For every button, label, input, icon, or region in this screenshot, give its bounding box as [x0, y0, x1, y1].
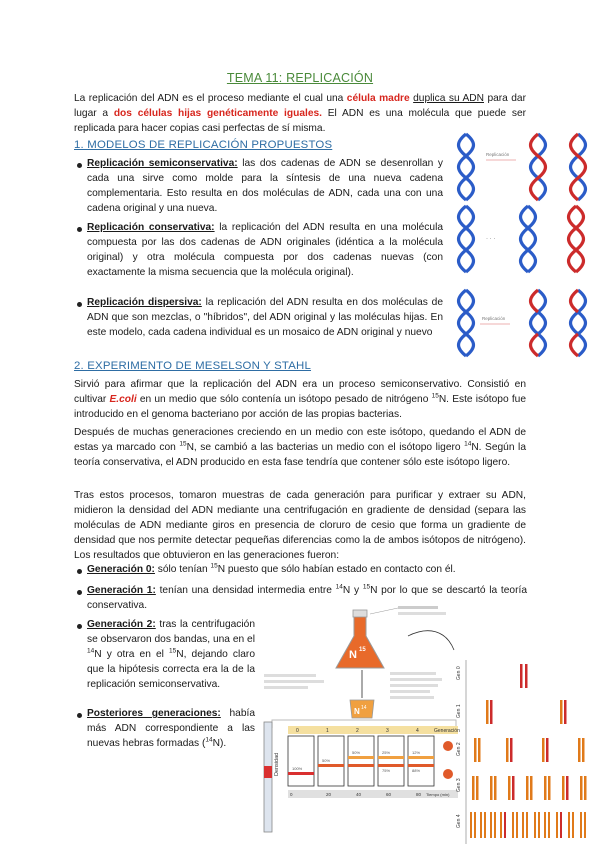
gen-side-label-0: Gen 0: [456, 666, 462, 680]
isotope-sup: 15: [210, 562, 218, 570]
gel-bands-figure: [450, 660, 600, 846]
gel-row-gen4: [470, 812, 586, 838]
dispersive-diagram: [459, 290, 586, 356]
item-gen2: [87, 617, 255, 692]
gen0-term: Generación 0:: [87, 564, 155, 575]
flask-label: N: [349, 649, 357, 661]
gen-number-1: 1: [326, 728, 329, 734]
pct-label: 100%: [292, 766, 303, 771]
item-text: las dos cadenas de ADN se desenrollan y cada una sirve como molde para la síntesis de una nueva cadena complementaria. Esto resulta en dos moléculas de ADN, cada una con una cadena original y una nueva.: [87, 158, 444, 214]
pct-label: 88%: [412, 768, 421, 773]
band-gen4-light: [408, 756, 434, 759]
band-gen3-light: [378, 756, 404, 759]
intro-text-3: El ADN es una molécula que puede ser replicada para hacer copias casi perfectas de sí misma.: [74, 108, 527, 134]
gen2-term: Generación 2:: [87, 619, 156, 630]
item-term: Replicación conservativa:: [87, 222, 215, 233]
generacion-label: Generación: [434, 728, 460, 734]
text: N, se cambió a las bacterias un medio con el isótopo ligero: [186, 442, 465, 453]
gen-number-0: 0: [296, 728, 299, 734]
gen-side-label-3: Gen 3: [456, 778, 462, 792]
annotation-blur: [390, 690, 430, 693]
text: en un medio que sólo contenía un isótopo pesado de nitrógeno: [136, 394, 432, 405]
band-gen2-light: [348, 756, 374, 759]
gel-row-gen3: [472, 776, 587, 800]
text: sólo tenían: [154, 564, 211, 575]
tiempo-label: Tiempo (min): [426, 792, 450, 797]
annotation-blur: [264, 686, 308, 689]
replicacion-label: Replicación: [486, 152, 510, 157]
item-text: la replicación del ADN resulta en dos moléculas de ADN que son mezclas, o "híbridos", del ADN original y las moléculas hijas. En este modelo, cada cadena individual es un mosaico de ADN original y nuevo: [87, 297, 443, 338]
annotation-blur: [264, 680, 324, 683]
text: N. Según la teoría conservativa, el ADN producido en esta fase tendría que contener sólo este isótopo ligero.: [74, 442, 526, 468]
density-columns: [288, 736, 434, 786]
bullet-dot: [77, 569, 82, 574]
intro-celulas-hijas: dos células hijas genéticamente iguales.: [113, 108, 322, 119]
pct-label: 12%: [412, 750, 421, 755]
intro-text-1: La replicación del ADN es el proceso mediante el cual una: [74, 93, 347, 104]
band-gen3-hybrid: [378, 764, 404, 767]
bullet-dot: [77, 163, 82, 168]
densidad-label: Densidad: [274, 752, 280, 776]
pct-label: 50%: [352, 750, 361, 755]
generation-header: [288, 726, 458, 734]
bullet-dot: [77, 302, 82, 307]
isotope-sup: 14: [87, 647, 95, 655]
text: Tras estos procesos, tomaron muestras de cada generación para purificar y extraer su ADN, midieron la densidad del ADN mediante una centrifugación en gradiente de densidad (separa las moléculas de ADN mediante giros en presencia de cloruro de cesio que forma un gradiente de densidad que nos permite detectar pequeñas diferencias como la de ambos isótopos de nitrógeno). Los resultados que obtuvieron en las generaciones fueron:: [74, 490, 526, 561]
time-tick: 60: [386, 792, 392, 797]
ecoli-term: E.coli: [109, 394, 137, 405]
item-term: Replicación dispersiva:: [87, 297, 202, 308]
beaker-label: N: [354, 707, 360, 716]
band-gen1: [318, 764, 344, 767]
text: N puesto que sólo habían estado en contacto con él.: [217, 564, 456, 575]
intro-celula-madre: célula madre: [346, 93, 410, 104]
gen-number-2: 2: [356, 728, 359, 734]
dots-label: · · ·: [486, 236, 496, 242]
gen-number-4: 4: [416, 728, 419, 734]
item-conservativa: [87, 220, 443, 280]
gen-side-label-2: Gen 2: [456, 742, 462, 756]
text: Sirvió para afirmar que la replicación del ADN era un proceso semiconservativo. Consistió en cultivar: [74, 379, 526, 405]
isotope-sup: 15: [179, 440, 187, 448]
intro-duplica: duplica su ADN: [413, 93, 484, 104]
isotope-sup: 14: [205, 736, 213, 744]
text: había más ADN correspondiente a las nuevas hebras formadas (: [87, 708, 255, 749]
text: tenían una densidad intermedia entre: [155, 585, 336, 596]
isotope-sup: 14: [335, 583, 343, 591]
annotation-blur: [390, 678, 442, 681]
isotope-sup: 15: [431, 392, 439, 400]
annotation-line: [370, 608, 398, 614]
time-tick: 80: [416, 792, 422, 797]
item-posteriores: [87, 706, 255, 751]
replication-models-figure: [450, 130, 600, 360]
time-tick: 0: [290, 792, 293, 797]
bullet-dot: [77, 713, 82, 718]
annotation-blur: [264, 674, 316, 677]
section2-paragraph-1: [74, 377, 526, 422]
beaker-sup: 14: [361, 705, 367, 711]
gen-side-label-4: Gen 4: [456, 814, 462, 828]
intro-text-2: para dar lugar a: [74, 93, 526, 119]
gel-row-gen1: [486, 700, 567, 724]
text: tras la centrifugación se observaron dos bandas, una en el: [87, 619, 255, 645]
text: N).: [212, 738, 227, 749]
section2-heading: 2. EXPERIMENTO DE MESELSON Y STAHL: [74, 360, 312, 372]
bullet-dot: [77, 227, 82, 232]
bullet-dot: [77, 590, 82, 595]
band-gen2-hybrid: [348, 764, 374, 767]
bullet-dot: [77, 624, 82, 629]
annotation-blur: [398, 606, 438, 609]
item-semiconservativa: [87, 156, 443, 216]
beaker-n14: [350, 700, 374, 718]
item-text: la replicación del ADN resulta en una molécula compuesta por las dos cadenas de ADN originales (idéntica a la molécula original) y otra molécula compuesta por dos cadenas nuevas (con exactamente la misma secuencia que la molécula original).: [87, 222, 443, 278]
replicacion-label-2: Replicación: [482, 316, 506, 321]
flask-sup: 15: [359, 647, 366, 653]
posteriores-term: Posteriores generaciones:: [87, 708, 221, 719]
isotope-sup: 15: [362, 583, 371, 591]
pct-label: 75%: [382, 768, 391, 773]
band-gen0: [288, 772, 314, 775]
conservative-diagram: [459, 206, 584, 272]
text: N y otra en el: [94, 649, 170, 660]
semiconservative-diagram: [459, 134, 586, 200]
annotation-blur: [390, 684, 438, 687]
annotation-blur: [398, 612, 446, 615]
gel-row-gen2: [474, 738, 585, 762]
time-tick: 20: [326, 792, 332, 797]
pct-label: 50%: [322, 758, 331, 763]
gen-number-3: 3: [386, 728, 389, 734]
isotope-sup: 14: [464, 440, 472, 448]
item-dispersiva: [87, 295, 443, 340]
annotation-blur: [390, 696, 434, 699]
item-term: Replicación semiconservativa:: [87, 158, 238, 169]
tube-band: [264, 766, 272, 778]
gen-side-label-1: Gen 1: [456, 704, 462, 718]
flask-n15: [336, 610, 384, 668]
section2-paragraph-2: [74, 425, 526, 470]
time-tick: 40: [356, 792, 362, 797]
text: N y: [342, 585, 363, 596]
annotation-blur: [390, 672, 436, 675]
gen1-term: Generación 1:: [87, 585, 156, 596]
gel-row-gen0: [520, 664, 528, 688]
section1-heading: 1. MODELOS DE REPLICACIÓN PROPUESTOS: [74, 139, 333, 151]
meselson-stahl-figure: [258, 606, 478, 842]
item-gen0: [87, 562, 527, 577]
page-title: TEMA 11: REPLICACIÓN: [226, 71, 374, 85]
text: N por lo que se descartó la teoría conservativa.: [87, 585, 527, 611]
band-gen4-hybrid: [408, 764, 434, 767]
pct-label: 25%: [382, 750, 391, 755]
arc-arrow: [408, 631, 454, 650]
text: N, dejando claro que la hipótesis correcta era la de la replicación semiconservativa.: [87, 649, 255, 690]
text: Después de muchas generaciones creciendo en un medio con este isótopo, quedando el ADN de estas ya marcado con: [74, 427, 526, 453]
text: N. Este isótopo fue introducido en el genoma bacteriano por acción de las propias bacterias.: [74, 394, 526, 420]
section2-paragraph-3: [74, 488, 526, 563]
isotope-sup: 15: [169, 647, 177, 655]
